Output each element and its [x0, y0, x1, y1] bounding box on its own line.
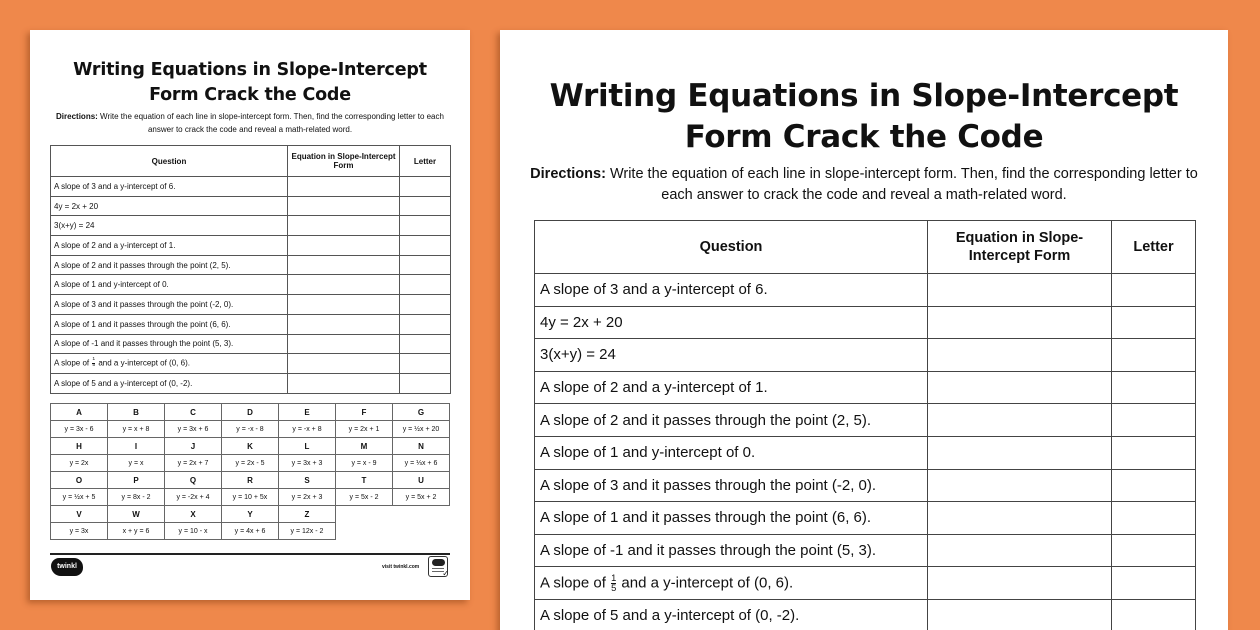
code-letter: M: [336, 438, 393, 455]
letter-answer-cell[interactable]: [400, 236, 451, 256]
question-text: 4y = 2x + 20: [535, 306, 928, 339]
code-equation-row: [51, 489, 450, 506]
letter-answer-cell[interactable]: [1112, 567, 1196, 600]
code-equation: y = 2x + 7: [165, 455, 222, 472]
empty-cell: [393, 506, 450, 523]
code-letter: Y: [222, 506, 279, 523]
question-row: [535, 339, 1196, 372]
empty-cell: [336, 506, 393, 523]
header-equation-label: Equation in Slope-Intercept Form: [955, 230, 1084, 264]
fraction: $\frac{1}{5}$: [611, 572, 617, 593]
equation-answer-cell[interactable]: [288, 373, 400, 393]
title-line-1: Writing Equations in Slope-Intercept: [549, 78, 1179, 114]
code-letter: W: [108, 506, 165, 523]
code-letter-row: [51, 506, 450, 523]
code-letter-row: [51, 472, 450, 489]
title-line-2: Form Crack the Code: [149, 85, 351, 105]
code-letter: Q: [165, 472, 222, 489]
header-letter: Letter: [1112, 221, 1196, 274]
question-row: [51, 275, 451, 295]
code-letter: T: [336, 472, 393, 489]
equation-answer-cell[interactable]: [288, 295, 400, 315]
question-text: A slope of 3 and it passes through the point (-2, 0).: [51, 295, 288, 315]
question-row: [535, 306, 1196, 339]
worksheet-title-large: [500, 76, 1228, 158]
equation-answer-cell[interactable]: [928, 534, 1112, 567]
equation-answer-cell[interactable]: [928, 306, 1112, 339]
code-equation: y = 10 - x: [165, 523, 222, 540]
code-letter: R: [222, 472, 279, 489]
code-equation-row: [51, 421, 450, 438]
code-letter: A: [51, 404, 108, 421]
code-letter: B: [108, 404, 165, 421]
question-rows: [51, 177, 451, 394]
equation-answer-cell[interactable]: [288, 177, 400, 197]
letter-answer-cell[interactable]: [400, 196, 451, 216]
code-letter: N: [393, 438, 450, 455]
question-row: [51, 216, 451, 236]
question-text: A slope of 5 and a y-intercept of (0, -2).: [535, 599, 928, 630]
directions-text: Write the equation of each line in slope-intercept form. Then, find the corresponding letter to each answer to crack the code and reveal a math-related word.: [97, 112, 444, 134]
code-equation: y = 2x + 3: [279, 489, 336, 506]
code-equation: y = x: [108, 455, 165, 472]
question-row: [51, 334, 451, 354]
header-equation: [928, 221, 1112, 274]
question-row: [535, 371, 1196, 404]
code-letter: L: [279, 438, 336, 455]
code-key-table: [50, 403, 450, 540]
code-equation: y = 5x + 2: [393, 489, 450, 506]
code-equation: y = 3x + 6: [165, 421, 222, 438]
letter-answer-cell[interactable]: [1112, 339, 1196, 372]
letter-answer-cell[interactable]: [400, 314, 451, 334]
letter-answer-cell[interactable]: [400, 255, 451, 275]
code-equation: y = x + 8: [108, 421, 165, 438]
code-letter: O: [51, 472, 108, 489]
letter-answer-cell[interactable]: [1112, 371, 1196, 404]
code-equation: y = ½x + 20: [393, 421, 450, 438]
letter-answer-cell[interactable]: [1112, 469, 1196, 502]
code-equation: y = -x + 8: [279, 421, 336, 438]
code-letter: Z: [279, 506, 336, 523]
question-text: A slope of 2 and a y-intercept of 1.: [535, 371, 928, 404]
code-equation: y = 8x - 2: [108, 489, 165, 506]
equation-answer-cell[interactable]: [288, 334, 400, 354]
code-equation: y = 5x - 2: [336, 489, 393, 506]
question-text: A slope of 3 and it passes through the point (-2, 0).: [535, 469, 928, 502]
equation-answer-cell[interactable]: [928, 436, 1112, 469]
equation-answer-cell[interactable]: [928, 339, 1112, 372]
letter-answer-cell[interactable]: [400, 216, 451, 236]
question-row: [51, 255, 451, 275]
question-row: [51, 295, 451, 315]
question-table-large: [534, 220, 1196, 630]
directions-label: Directions:: [56, 112, 98, 121]
header-question: Question: [535, 221, 928, 274]
equation-answer-cell[interactable]: [288, 275, 400, 295]
letter-answer-cell[interactable]: [400, 373, 451, 393]
worksheet-zoomed-page: [500, 30, 1228, 630]
question-row: [535, 274, 1196, 307]
code-equation-row: [51, 523, 450, 540]
letter-answer-cell[interactable]: [1112, 404, 1196, 437]
code-letter: I: [108, 438, 165, 455]
question-rows: [535, 274, 1196, 630]
question-row: [535, 599, 1196, 630]
equation-answer-cell[interactable]: [288, 196, 400, 216]
directions: [50, 110, 450, 136]
fraction: $\frac{1}{5}$: [92, 357, 96, 369]
equation-answer-cell[interactable]: [928, 502, 1112, 535]
equation-answer-cell[interactable]: [928, 371, 1112, 404]
letter-answer-cell[interactable]: [400, 275, 451, 295]
equation-answer-cell[interactable]: [928, 599, 1112, 630]
letter-answer-cell[interactable]: [1112, 306, 1196, 339]
question-row: [535, 567, 1196, 600]
question-text: A slope of 2 and a y-intercept of 1.: [51, 236, 288, 256]
question-row: [51, 354, 451, 374]
worksheet-thumbnail-page: [30, 30, 470, 600]
header-letter: Letter: [400, 146, 451, 177]
empty-cell: [336, 523, 393, 540]
twinkl-logo-icon: twinkl: [51, 558, 83, 576]
equation-answer-cell[interactable]: [928, 404, 1112, 437]
code-equation: y = 3x: [51, 523, 108, 540]
letter-answer-cell[interactable]: [400, 334, 451, 354]
code-letter: F: [336, 404, 393, 421]
code-equation: y = ⅓x + 6: [393, 455, 450, 472]
code-letter: V: [51, 506, 108, 523]
question-text: A slope of $\frac{1}{5}$ and a y-intercept of (0, 6).: [51, 354, 288, 374]
question-text: A slope of -1 and it passes through the point (5, 3).: [51, 334, 288, 354]
title-line-1: Writing Equations in Slope-Intercept: [73, 60, 427, 80]
code-equation: x + y = 6: [108, 523, 165, 540]
code-equation: y = x - 9: [336, 455, 393, 472]
code-letter: G: [393, 404, 450, 421]
question-text: A slope of $\frac{1}{5}$ and a y-intercept of (0, 6).: [535, 567, 928, 600]
letter-answer-cell[interactable]: [1112, 274, 1196, 307]
question-text: 3(x+y) = 24: [51, 216, 288, 236]
code-equation: y = 10 + 5x: [222, 489, 279, 506]
letter-answer-cell[interactable]: [400, 177, 451, 197]
code-equation-row: [51, 455, 450, 472]
code-letter: H: [51, 438, 108, 455]
title-line-2: Form Crack the Code: [684, 119, 1044, 155]
code-equation: y = 3x + 3: [279, 455, 336, 472]
question-text: A slope of 2 and it passes through the point (2, 5).: [51, 255, 288, 275]
directions-text: Write the equation of each line in slope-intercept form. Then, find the corresponding letter to each answer to crack the code and reveal a math-related word.: [605, 166, 1198, 203]
equation-answer-cell[interactable]: [928, 274, 1112, 307]
question-text: A slope of 2 and it passes through the point (2, 5).: [535, 404, 928, 437]
equation-answer-cell[interactable]: [928, 469, 1112, 502]
code-letter: U: [393, 472, 450, 489]
question-row: [535, 534, 1196, 567]
equation-answer-cell[interactable]: [928, 567, 1112, 600]
question-table: [50, 145, 451, 394]
letter-answer-cell[interactable]: [1112, 599, 1196, 630]
code-equation: y = -x - 8: [222, 421, 279, 438]
question-text: 4y = 2x + 20: [51, 196, 288, 216]
code-letter: P: [108, 472, 165, 489]
question-text: A slope of 1 and y-intercept of 0.: [51, 275, 288, 295]
code-equation: y = 4x + 6: [222, 523, 279, 540]
equation-answer-cell[interactable]: [288, 354, 400, 374]
code-letter-row: [51, 404, 450, 421]
question-row: [535, 436, 1196, 469]
question-row: [535, 404, 1196, 437]
letter-answer-cell[interactable]: [400, 295, 451, 315]
directions-large: [530, 164, 1198, 206]
header-question: Question: [51, 146, 288, 177]
question-row: [51, 373, 451, 393]
code-letter: C: [165, 404, 222, 421]
code-letter: E: [279, 404, 336, 421]
code-letter: J: [165, 438, 222, 455]
equation-answer-cell[interactable]: [288, 236, 400, 256]
letter-answer-cell[interactable]: [400, 354, 451, 374]
code-letter: D: [222, 404, 279, 421]
letter-answer-cell[interactable]: [1112, 534, 1196, 567]
question-text: A slope of 1 and y-intercept of 0.: [535, 436, 928, 469]
code-equation: y = ½x + 5: [51, 489, 108, 506]
question-row: [51, 177, 451, 197]
question-row: [535, 502, 1196, 535]
equation-answer-cell[interactable]: [288, 255, 400, 275]
question-row: [51, 314, 451, 334]
letter-answer-cell[interactable]: [1112, 502, 1196, 535]
letter-answer-cell[interactable]: [1112, 436, 1196, 469]
question-row: [51, 236, 451, 256]
code-equation: y = 2x + 1: [336, 421, 393, 438]
question-text: A slope of 5 and a y-intercept of (0, -2).: [51, 373, 288, 393]
question-text: A slope of 1 and it passes through the point (6, 6).: [535, 502, 928, 535]
code-letter-row: [51, 438, 450, 455]
question-text: A slope of 3 and a y-intercept of 6.: [51, 177, 288, 197]
equation-answer-cell[interactable]: [288, 216, 400, 236]
footer-divider: [50, 553, 450, 555]
visit-link: visit twinkl.com: [382, 564, 420, 570]
quality-badge-icon: ✓: [428, 556, 448, 577]
question-text: 3(x+y) = 24: [535, 339, 928, 372]
code-equation: y = 2x - 5: [222, 455, 279, 472]
code-equation: y = -2x + 4: [165, 489, 222, 506]
question-text: A slope of -1 and it passes through the point (5, 3).: [535, 534, 928, 567]
empty-cell: [393, 523, 450, 540]
code-letter: S: [279, 472, 336, 489]
worksheet-title: [30, 58, 470, 108]
question-text: A slope of 1 and it passes through the point (6, 6).: [51, 314, 288, 334]
question-row: [535, 469, 1196, 502]
code-letter: K: [222, 438, 279, 455]
code-equation: y = 2x: [51, 455, 108, 472]
header-equation: Equation in Slope-Intercept Form: [288, 146, 400, 177]
code-equation: y = 12x - 2: [279, 523, 336, 540]
directions-label: Directions:: [530, 166, 606, 182]
question-text: A slope of 3 and a y-intercept of 6.: [535, 274, 928, 307]
equation-answer-cell[interactable]: [288, 314, 400, 334]
code-equation: y = 3x - 6: [51, 421, 108, 438]
code-letter: X: [165, 506, 222, 523]
question-row: [51, 196, 451, 216]
